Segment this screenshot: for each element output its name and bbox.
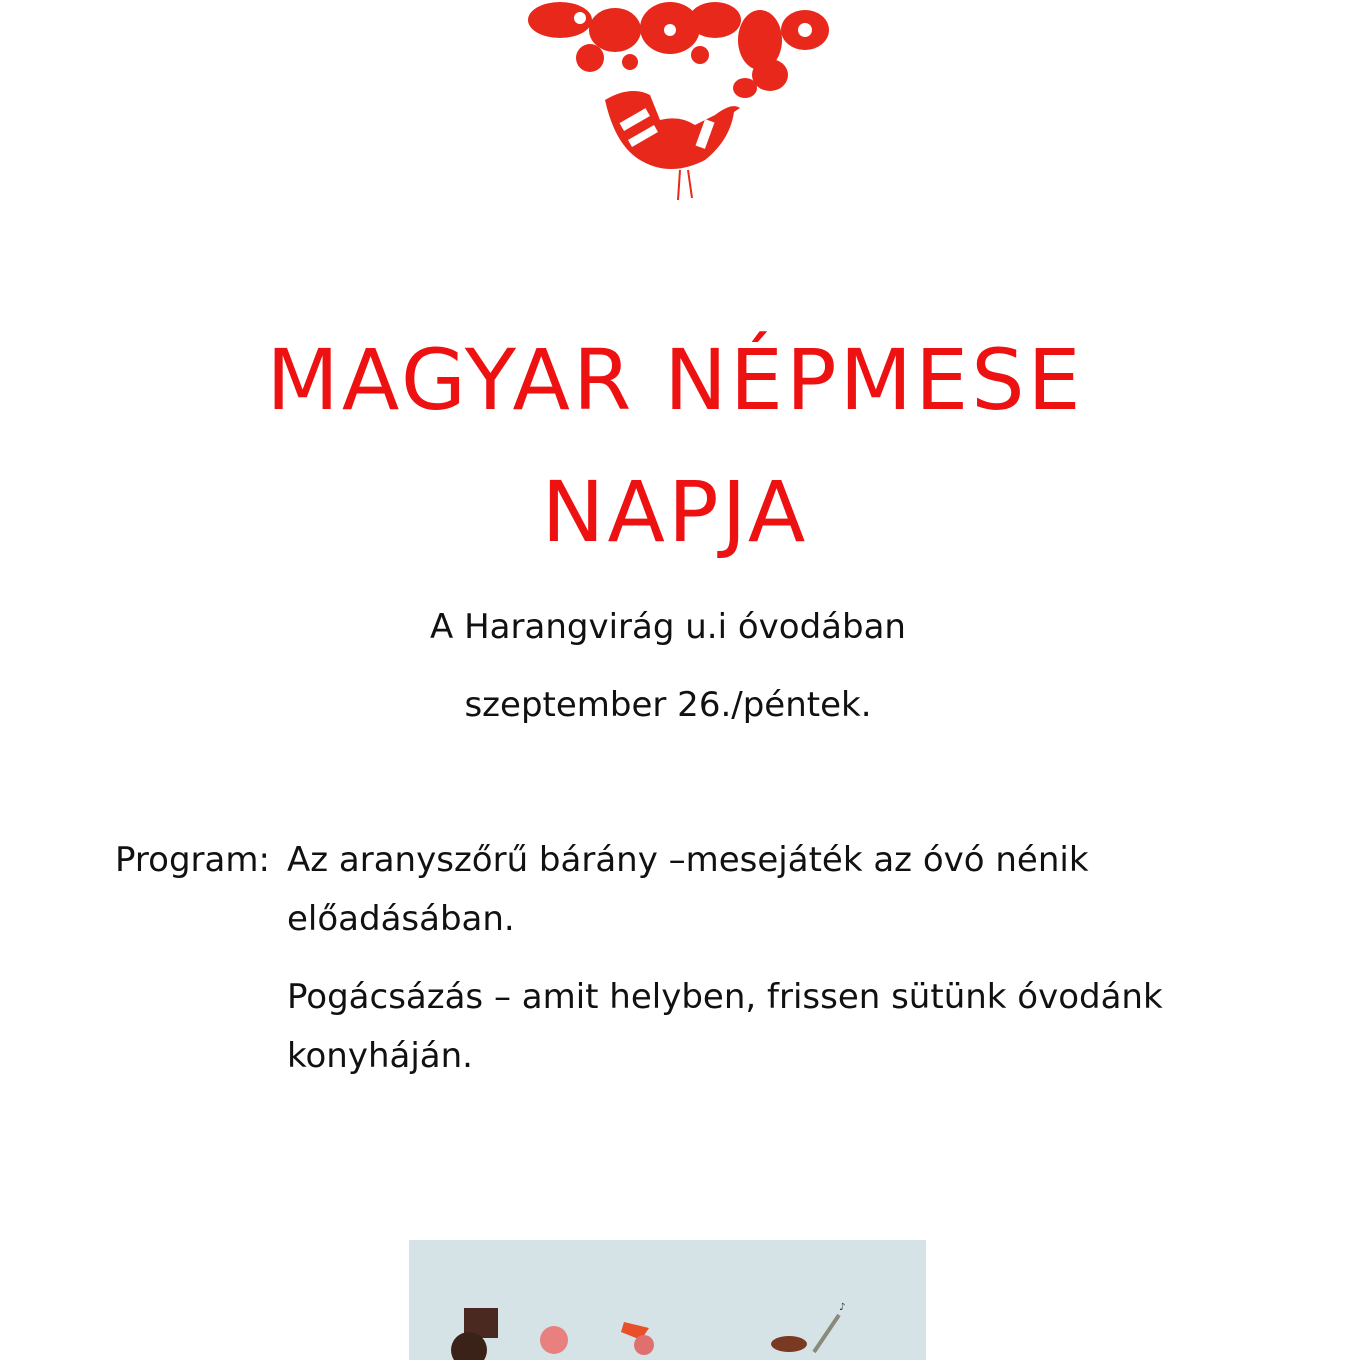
date-text: szeptember 26./péntek.: [464, 685, 872, 725]
folk-art-bird-flower-icon: [520, 0, 840, 212]
cartoon-folk-characters-illustration: [409, 1240, 926, 1360]
page-title-line-2: NAPJA: [541, 463, 809, 561]
svg-text:♪: ♪: [839, 1302, 846, 1313]
program-line: Pogácsázás – amit helyben, frissen sütünk óvodánk: [287, 977, 1163, 1017]
program-line: Az aranyszőrű bárány –mesejáték az óvó nénik: [287, 840, 1089, 880]
page-title-line-1: MAGYAR NÉPMESE: [266, 331, 1084, 429]
program-line: konyháján.: [287, 1036, 473, 1076]
program-line: előadásában.: [287, 899, 515, 939]
program-label: Program:: [115, 840, 270, 880]
location-text: A Harangvirág u.i óvodában: [430, 607, 906, 647]
